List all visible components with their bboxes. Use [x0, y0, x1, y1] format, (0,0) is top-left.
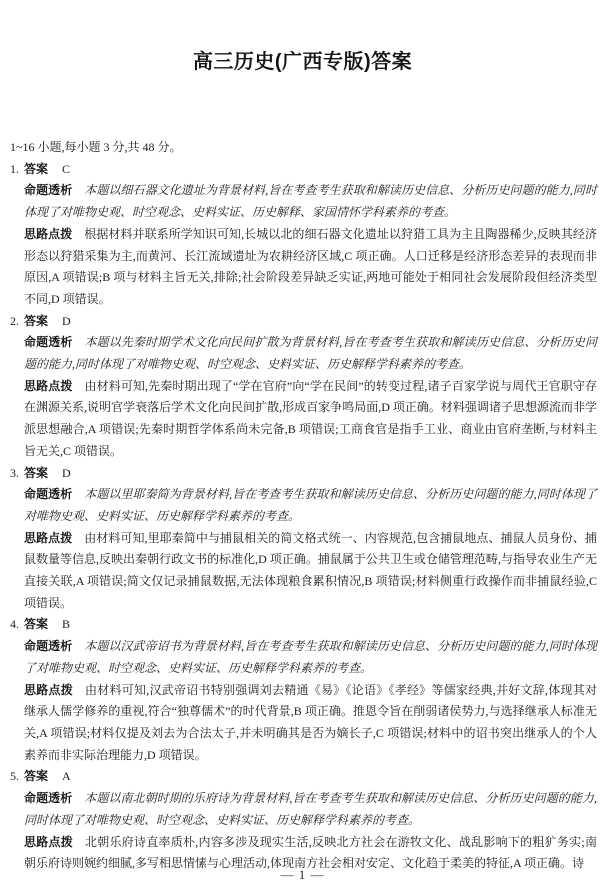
answer-letter: D: [62, 465, 71, 480]
analysis-paragraph: [24, 788, 597, 831]
answer-letter: B: [62, 617, 71, 632]
tips-label: 思路点拨: [24, 226, 73, 241]
analysis-paragraph: [24, 636, 597, 679]
tips-text: 由材料可知,里耶秦简中与捕鼠相关的简文格式统一、内容规范,包含捕鼠地点、捕鼠人员身份、捕鼠数量等信息,反映出秦朝行政文书的标准化,D 项正确。捕鼠属于公共卫生或仓储管理范畴,与指导农业生产无直接关联,A 项错误;简文仅记录捕鼠数据,无法体现粮食累积情况,B 项错误;材料侧重行政操作而非捕鼠经验,C 项错误。: [24, 530, 597, 610]
tips-text: 北朝乐府诗直率质朴,内容多涉及现实生活,反映北方社会在游牧文化、战乱影响下的粗犷务实;南朝乐府诗则婉约细腻,多写相思情愫与心理活动,体现南方社会相对安定、文化趋于柔美的特征,A 项正确。诗: [24, 834, 597, 871]
answer-label: 答案: [24, 161, 49, 176]
analysis-text: 本题以南北朝时期的乐府诗为背景材料,旨在考查考生获取和解读历史信息、分析历史问题的能力,同时体现了对唯物史观、时空观念、史料实证、历史解释学科素养的考查。: [24, 791, 597, 827]
analysis-label: 命题透析: [24, 487, 73, 502]
analysis-text: 本题以细石器文化遗址为背景材料,旨在考查考生获取和解读历史信息、分析历史问题的能力,同时体现了对唯物史观、时空观念、史料实证、历史解释、家国情怀学科素养的考查。: [24, 183, 597, 220]
answer-letter: D: [62, 313, 71, 328]
analysis-paragraph: [24, 484, 597, 527]
document-title: 高三历史(广西专版)答案: [192, 51, 413, 73]
answer-letter: A: [62, 769, 71, 784]
answer-item: [0, 766, 605, 875]
analysis-label: 命题透析: [24, 335, 73, 350]
answer-line: [10, 311, 597, 333]
tips-paragraph: [24, 376, 597, 463]
answer-label: 答案: [24, 769, 49, 784]
question-number: 1.: [10, 161, 19, 176]
analysis-text: 本题以里耶秦简为背景材料,旨在考查考生获取和解读历史信息、分析历史问题的能力,同时体现了对唯物史观、史料实证、历史解释学科素养的考查。: [24, 487, 597, 523]
question-number: 4.: [10, 617, 19, 632]
intro-line: 1~16 小题,每小题 3 分,共 48 分。: [10, 140, 182, 154]
analysis-label: 命题透析: [24, 183, 73, 198]
answer-label: 答案: [24, 617, 49, 632]
answer-item: [0, 311, 605, 463]
answer-item: [0, 463, 605, 615]
analysis-label: 命题透析: [24, 639, 73, 654]
analysis-paragraph: [24, 332, 597, 375]
tips-text: 根据材料并联系所学知识可知,长城以北的细石器文化遗址以狩猎工具为主且陶器稀少,反映其经济形态以狩猎采集为主,而黄河、长江流域遗址为农耕经济区域,C 项正确。人口迁移是经济形态差异的表现而非原因,A 项错误;B 项与材料主旨无关,排除;社会阶段差异缺乏实证,两地可能处于相同社会发展阶段但经济类型不同,D 项错误。: [24, 226, 597, 306]
analysis-paragraph: [24, 180, 597, 223]
tips-text: 由材料可知,汉武帝诏书特别强调刘去精通《易》《论语》《孝经》等儒家经典,并好文辞,体现其对继承人儒学修养的重视,符合“独尊儒术”的时代背景,B 项正确。推恩令旨在削弱诸侯势力,与选择继承人标准无关,A 项错误;材料仅提及刘去为合法太子,并未明确其是否为嫡长子,C 项错误;材料中的诏书突出继承人的个人素养而非实际治理能力,D 项错误。: [24, 682, 597, 762]
tips-label: 思路点拨: [24, 682, 73, 697]
tips-text: 由材料可知,先秦时期出现了“学在官府”向“学在民间”的转变过程,诸子百家学说与周代王官职守存在渊源关系,说明官学衰落后学术文化向民间扩散,形成百家争鸣局面,D 项正确。材料强调诸子思想源流而非学派思想融合,A 项错误;先秦时期哲学体系尚未完备,B 项错误;工商食官是指手工业、商业由官府垄断,与材料主旨无关,C 项错误。: [24, 378, 597, 458]
tips-label: 思路点拨: [24, 378, 73, 393]
tips-label: 思路点拨: [24, 834, 73, 849]
page-number: — 1 —: [280, 867, 325, 883]
tips-label: 思路点拨: [24, 530, 73, 545]
analysis-label: 命题透析: [24, 791, 73, 806]
answer-letter: C: [62, 161, 71, 176]
answer-item: [0, 159, 605, 311]
answer-label: 答案: [24, 465, 49, 480]
question-number: 3.: [10, 465, 19, 480]
answers-list: [0, 159, 605, 875]
question-number: 5.: [10, 769, 19, 784]
analysis-text: 本题以汉武帝诏书为背景材料,旨在考查考生获取和解读历史信息、分析历史问题的能力,同时体现了对唯物史观、时空观念、史料实证、历史解释学科素养的考查。: [24, 639, 597, 675]
analysis-text: 本题以先秦时期学术文化向民间扩散为背景材料,旨在考查考生获取和解读历史信息、分析历史问题的能力,同时体现了对唯物史观、时空观念、史料实证、历史解释学科素养的考查。: [24, 335, 597, 372]
answer-line: [10, 463, 597, 485]
answer-line: [10, 766, 597, 788]
question-number: 2.: [10, 313, 19, 328]
answer-line: [10, 614, 597, 636]
answer-line: [10, 159, 597, 181]
answer-label: 答案: [24, 313, 49, 328]
tips-paragraph: [24, 528, 597, 615]
tips-paragraph: [24, 224, 597, 311]
answer-item: [0, 614, 605, 766]
tips-paragraph: [24, 680, 597, 767]
